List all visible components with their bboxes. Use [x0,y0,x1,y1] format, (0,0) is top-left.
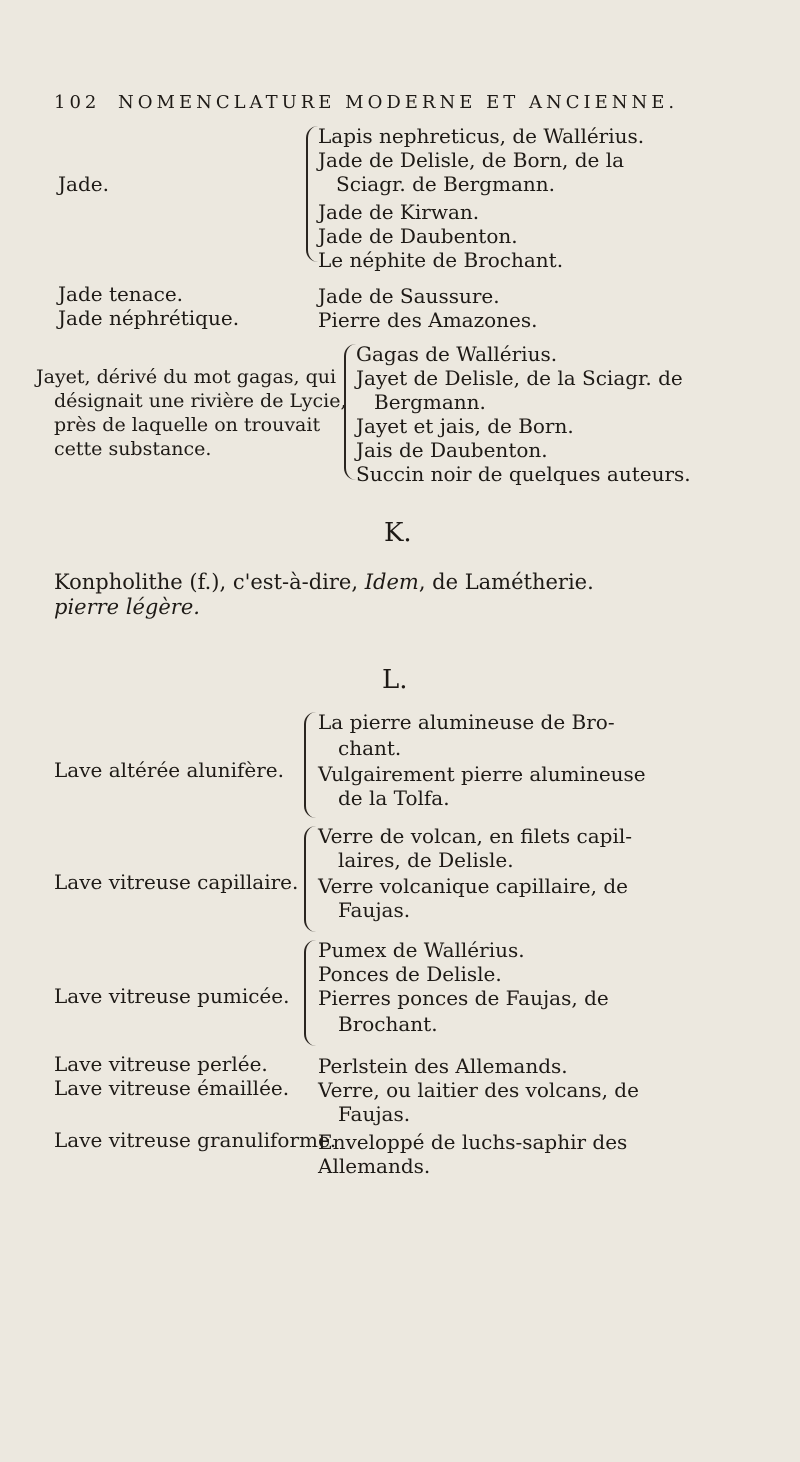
brace [344,344,356,480]
synonym-line: Jayet et jais, de Born. [356,414,574,438]
synonym-line: Jade de Delisle, de Born, de la [318,148,625,172]
term-lave: Lave vitreuse capillaire. [54,870,299,894]
term-jayet-line: cette substance. [54,438,212,460]
synonym-line: Jade de Kirwan. [318,200,480,224]
synonym-line: Verre volcanique capillaire, de [318,874,628,898]
synonym-line: Jais de Daubenton. [356,438,548,462]
synonym-line: chant. [338,736,402,760]
entry-text: , de Lamétherie. [418,570,594,594]
entry-konpholithe [54,570,594,594]
synonym-line: de la Tolfa. [338,786,450,810]
synonym-line: Le néphite de Brochant. [318,248,564,272]
synonym-line: Lapis nephreticus, de Wallérius. [318,124,645,148]
synonym-line: Jade de Daubenton. [318,224,518,248]
entry-text: Konpholithe (f.), c'est-à-dire, [54,570,365,594]
term-lave: Lave altérée alunifère. [54,758,284,782]
brace [304,712,316,818]
synonym-line: Jade de Saussure. [318,284,500,308]
synonym-line: Gagas de Wallérius. [356,342,558,366]
term-jayet-line: désignait une rivière de Lycie, [54,390,347,412]
running-head: NOMENCLATURE MODERNE ET ANCIENNE. [118,92,679,113]
term-jade-tenace: Jade tenace. [58,282,184,306]
term-jade-nephretique: Jade néphrétique. [58,306,240,330]
synonym-line: Vulgairement pierre alumineuse [318,762,646,786]
brace [304,826,316,932]
synonym-line: Enveloppé de luchs-saphir des [318,1130,628,1154]
brace [304,940,316,1046]
synonym-line: Brochant. [338,1012,438,1036]
brace [306,126,318,262]
section-letter: L. [382,665,408,695]
synonym-line: Faujas. [338,1102,411,1126]
page-number: 102 [54,92,101,113]
term-lave: Lave vitreuse granuliforme. [54,1128,337,1152]
synonym-line: Pierres ponces de Faujas, de [318,986,609,1010]
synonym-line: Succin noir de quelques auteurs. [356,462,691,486]
term-lave: Lave vitreuse pumicée. [54,984,290,1008]
synonym-line: Pumex de Wallérius. [318,938,525,962]
term-jade: Jade. [58,172,109,196]
synonym-line: Verre de volcan, en filets capil- [318,824,632,848]
synonym-line: Perlstein des Allemands. [318,1054,568,1078]
entry-text: Idem [364,570,419,594]
term-lave: Lave vitreuse perlée. [54,1052,268,1076]
synonym-line: Pierre des Amazones. [318,308,538,332]
synonym-line: Faujas. [338,898,411,922]
synonym-line: Bergmann. [374,390,486,414]
term-lave: Lave vitreuse émaillée. [54,1076,290,1100]
synonym-line: Ponces de Delisle. [318,962,502,986]
term-jayet-line: Jayet, dérivé du mot gagas, qui [36,366,337,388]
synonym-line: Sciagr. de Bergmann. [336,172,556,196]
section-letter: K. [384,518,412,548]
entry-konpholithe-gloss: pierre légère. [54,595,200,619]
synonym-line: Allemands. [318,1154,431,1178]
synonym-line: Jayet de Delisle, de la Sciagr. de [356,366,683,390]
synonym-line: Verre, ou laitier des volcans, de [318,1078,639,1102]
synonym-line: laires, de Delisle. [338,848,514,872]
term-jayet-line: près de laquelle on trouvait [54,414,321,436]
synonym-line: La pierre alumineuse de Bro- [318,710,615,734]
